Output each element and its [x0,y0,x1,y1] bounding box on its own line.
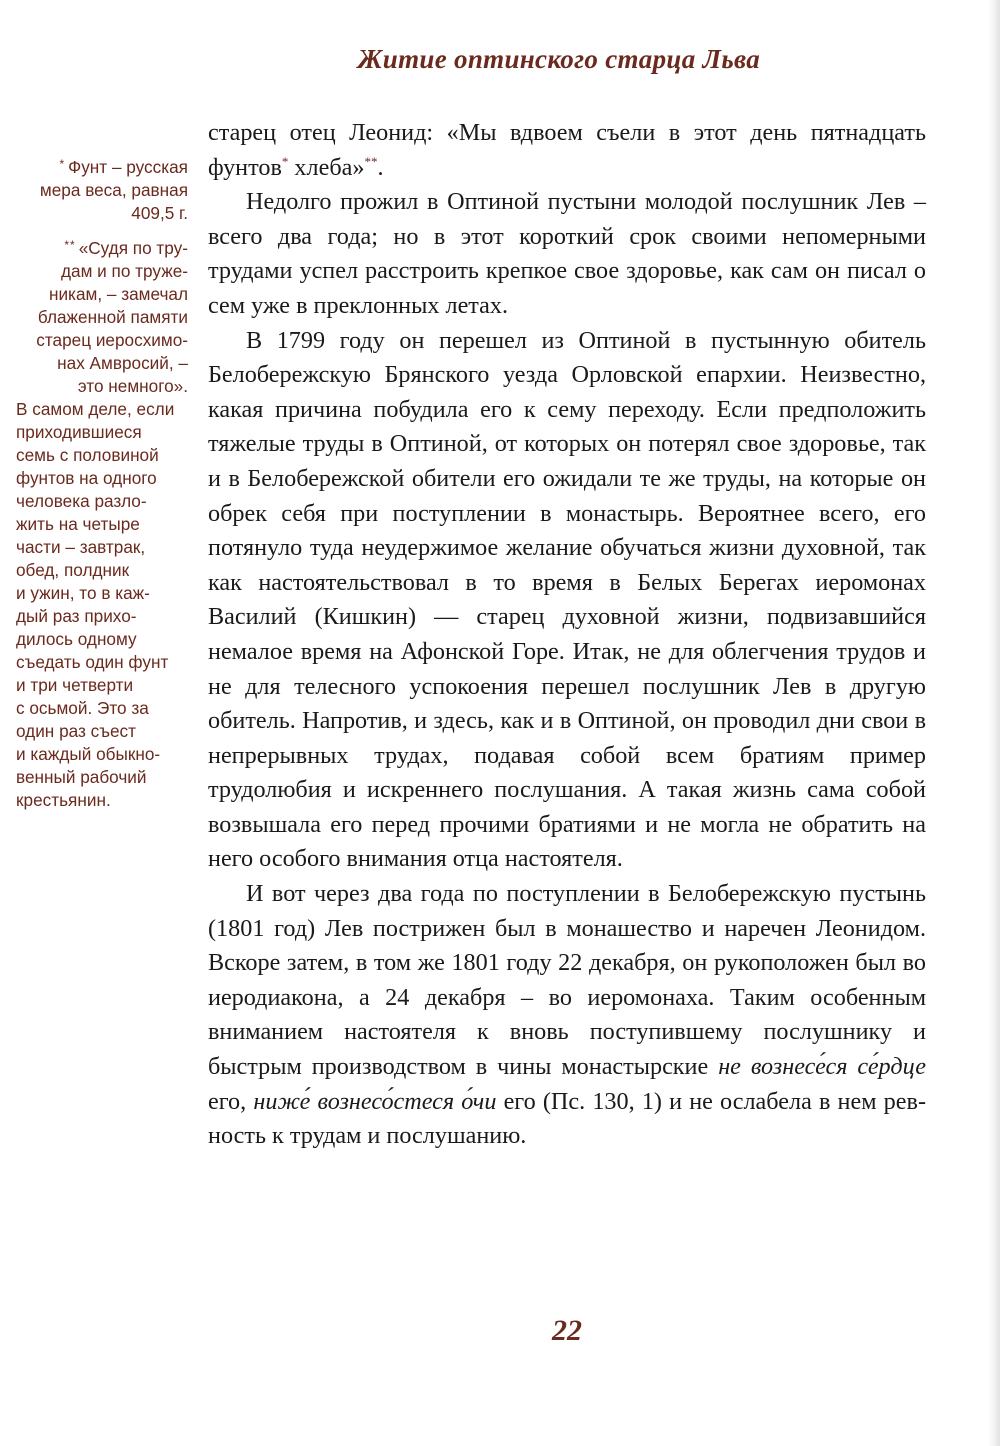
footnote-ref-1: * [281,153,289,169]
footnote-line: крестьянин. [16,790,111,810]
paragraph: И вот через два года по поступлении в Белобережскую пустынь (1801 год) Лев пострижен был в монашество и наречен Леонидом. Вскоре затем, в том же 1801 году 22 декабря, он рукоположен был во иеродиакона, а 24 декабря – во иеромонаха. Таким особенным вниманием настоятеля к вновь поступившему послушнику и быстрым производством в чины монастырские не вознесе́ся се́рдце его, ниже́ вознесо́стеся о́чи его (Пс. 130, 1) и не ослабела в нем ревность к трудам и послушанию. [208,880,926,1150]
footnote-marker: ** [64,238,76,252]
scripture-quote: не вознесе́ся се́рдце [718,1053,926,1081]
footnote-line: ** «Судя по тру- [64,238,188,258]
footnote-line: нах Амвросий, – [57,353,188,373]
footnote-line: дилось одному [16,629,137,649]
paragraph-continuation: старец отец Леонид: «Мы вдвоем съели в этот день пятнадцать фунтов* хлеба»**. [208,119,926,181]
running-header: Житие оптинского старца Льва [357,44,760,74]
footnote-ref-2: ** [364,153,378,169]
main-text [208,116,926,1154]
footnote-2 [16,234,188,812]
page-number: 22 [552,1314,582,1347]
footnote-line: дый раз прихо- [16,606,137,626]
footnote-line: и каждый обыкно- [16,744,161,764]
footnote-line: с осьмой. Это за [16,698,149,718]
sidenotes [16,153,188,821]
paragraph: В 1799 году он перешел из Оптиной в пустынную обитель Белобережскую Брянского уезда Орловской епархии. Неизвестно, какая причина побудила его к сему переходу. Если предположить тяжелые труды в Оптиной, от которых он потерял свое здоровье, так и в Белобережской обители его ожидали те же труды, на которые он обрек себя при поступлении в монастырь. Вероятнее всего, его потянуло туда неудержимое желание обучаться жизни духовной, так как настоятельствовал в то время в Белых Берегах иеромонах Василий (Кишкин) — старец духовной жизни, подвизавшийся немалое время на Афонской Горе. Итак, не для облегчения трудов и не для телесного успокоения перешел послушник Лев в другую обитель. Напротив, и здесь, как и в Оптиной, он проводил дни свои в непрерывных трудах, подавая собой всем братиям пример трудолюбия и искреннего послушания. А такая жизнь сама собой возвышала его перед прочими братиями и не могла не обратить на него особого внимания отца настоятеля. [208,326,926,873]
footnote-line: и ужин, то в каж- [16,583,150,603]
footnote-line: никам, – замечал [48,284,188,304]
footnote-line: жить на четыре [16,514,140,534]
footnote-line: фунтов на одного [16,468,157,488]
footnote-line: 409,5 г. [131,203,188,223]
footnote-1 [16,153,188,225]
footnote-line: съедать один фунт [16,652,169,672]
footnote-line: * Фунт – русская [59,157,188,177]
footnote-line: В самом деле, если [16,399,175,419]
footnote-line: семь с половиной [16,445,159,465]
footnote-line: старец иеросхимо- [36,330,188,350]
footnote-line: блаженной памяти [37,307,188,327]
footnote-line: один раз съест [16,721,137,741]
footnote-line: дам и по труже- [60,261,188,281]
footnote-line: человека разло- [16,491,147,511]
footnote-line: венный рабочий [16,767,147,787]
footnote-line: части – завтрак, [16,537,146,557]
footnote-line: это немного». [77,376,188,396]
footnote-line: мера веса, равная [39,180,188,200]
scripture-quote: ниже́ вознесо́стеся о́чи [253,1087,497,1115]
page-edge-shadow [988,0,1000,1446]
footnote-line: обед, полдник [16,560,130,580]
footnote-line: и три четверти [16,675,134,695]
footnote-marker: * [59,157,66,171]
paragraph: Недолго прожил в Оптиной пустыни молодой послушник Лев – всего два года; но в этот короткий срок своими непомерными трудами успел расстроить крепкое свое здоровье, как сам он писал о сем уже в преклонных летах. [208,188,926,319]
footnote-line: приходившиеся [16,422,142,442]
